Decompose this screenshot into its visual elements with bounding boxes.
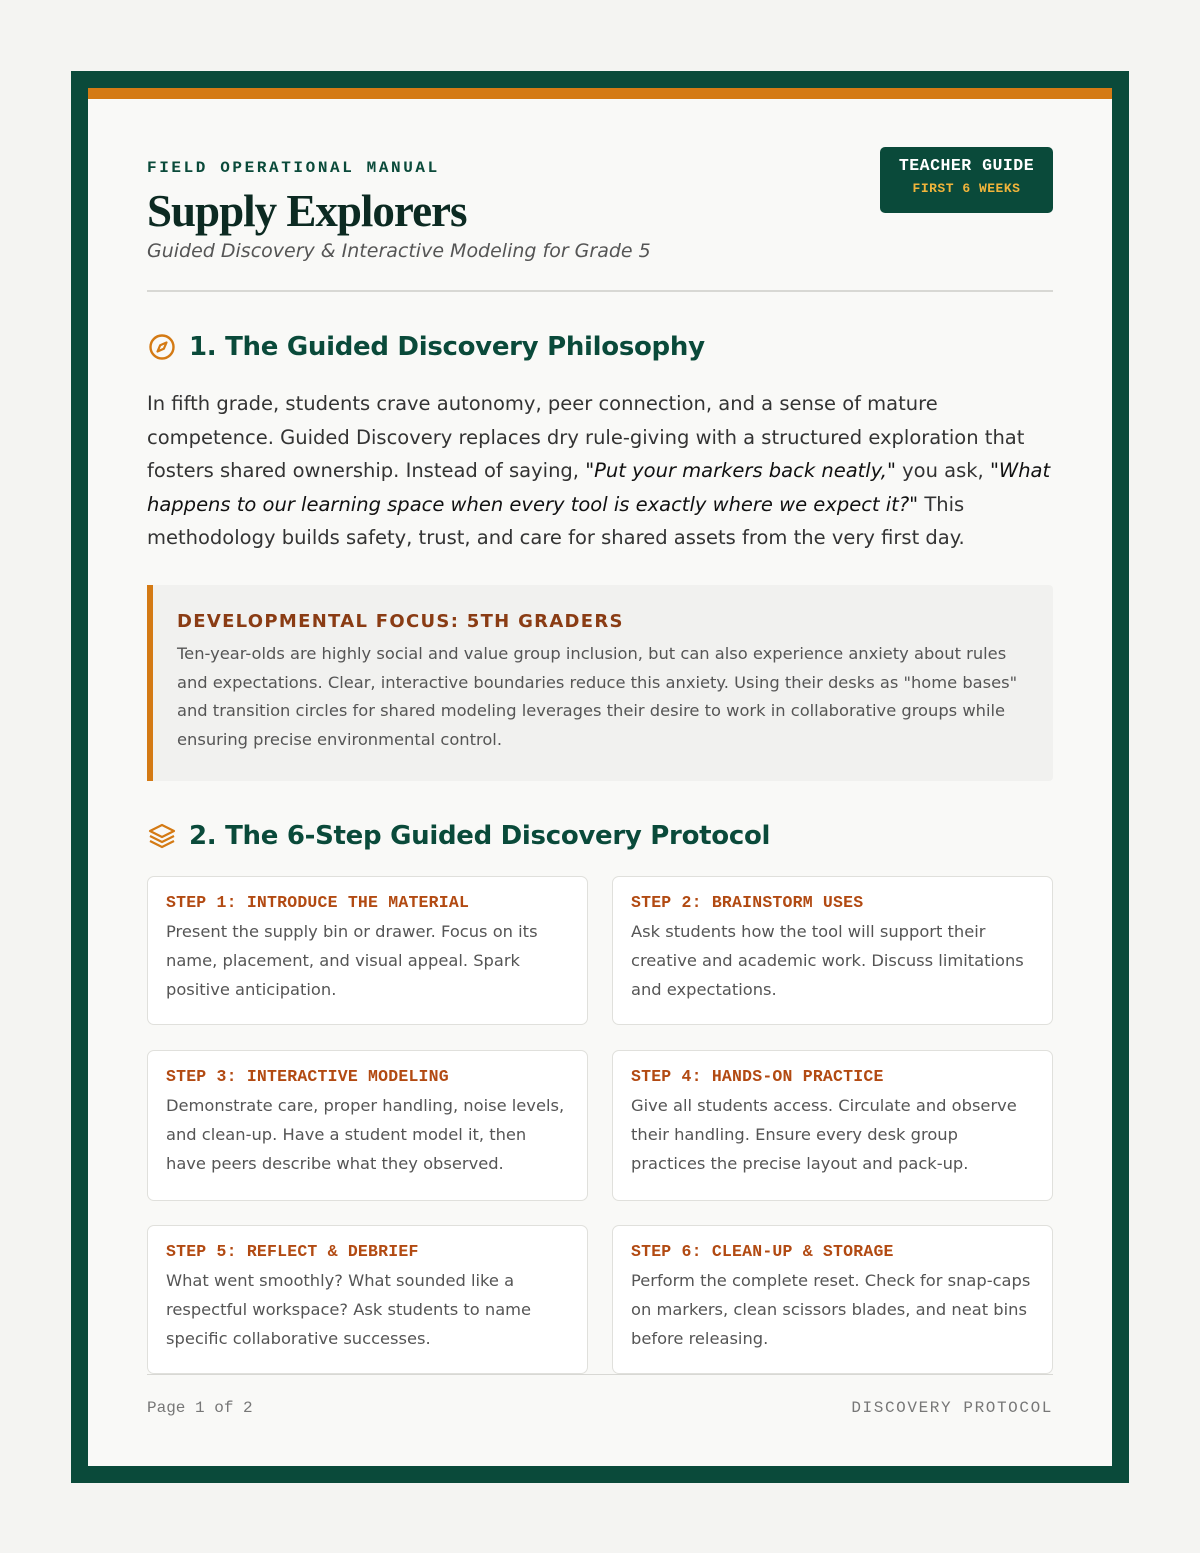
step-title: STEP 2: BRAINSTORM USES (631, 893, 864, 912)
callout-heading: DEVELOPMENTAL FOCUS: 5TH GRADERS (177, 611, 624, 632)
manual-page (88, 88, 1112, 1466)
step-body: What went smoothly? What sounded like a respectful workspace? Ask students to name specific collaborative successes. (166, 1271, 532, 1348)
step-title: STEP 4: HANDS-ON PRACTICE (631, 1067, 884, 1086)
section-2-heading (147, 821, 770, 851)
section-1-heading (147, 332, 705, 362)
page-number: Page 1 of 2 (147, 1399, 253, 1417)
step-card-2 (612, 876, 1053, 1025)
eyebrow-label: FIELD OPERATIONAL MANUAL (147, 159, 440, 177)
footer-divider (147, 1374, 1053, 1375)
page-frame (71, 71, 1129, 1483)
developmental-focus-callout (147, 585, 1053, 781)
paragraph-quote-1: "Put your markers back neatly," (585, 459, 896, 482)
page-title: Supply Explorers (147, 186, 467, 236)
step-body: Ask students how the tool will support their creative and academic work. Discuss limitations and expectations. (631, 922, 1024, 999)
badge-subtitle: FIRST 6 WEEKS (912, 181, 1021, 196)
steps-grid (147, 876, 1053, 1374)
paragraph-text-3: This methodology builds safety, trust, and care for shared assets from the very first day. (147, 492, 965, 549)
step-title: STEP 6: CLEAN-UP & STORAGE (631, 1242, 894, 1261)
step-card-5 (147, 1225, 588, 1374)
step-card-3 (147, 1050, 588, 1201)
section-1-title: 1. The Guided Discovery Philosophy (189, 332, 705, 362)
paragraph-quote-2: "What happens to our learning space when every tool is exactly where we expect it?" (147, 459, 1051, 516)
layers-icon (147, 821, 177, 851)
philosophy-paragraph (147, 387, 1053, 555)
step-body: Perform the complete reset. Check for snap-caps on markers, clean scissors blades, and neat bins before releasing. (631, 1271, 1031, 1348)
step-body: Give all students access. Circulate and observe their handling. Ensure every desk group practices the precise layout and pack-up. (631, 1096, 1017, 1173)
header-divider (147, 290, 1053, 292)
paragraph-text-1: In fifth grade, students crave autonomy, peer connection, and a sense of mature competence. Guided Discovery replaces dry rule-giving with a structured exploration that fosters shared ownership. Instead of saying, (147, 392, 1025, 482)
step-card-1 (147, 876, 588, 1025)
section-2-title: 2. The 6-Step Guided Discovery Protocol (189, 821, 771, 851)
page-subtitle: Guided Discovery & Interactive Modeling for Grade 5 (147, 240, 651, 262)
paragraph-text-2: you ask, (895, 459, 990, 482)
compass-icon (147, 332, 177, 362)
badge-title: TEACHER GUIDE (898, 156, 1035, 175)
step-title: STEP 3: INTERACTIVE MODELING (166, 1067, 449, 1086)
step-body: Present the supply bin or drawer. Focus on its name, placement, and visual appeal. Spark positive anticipation. (166, 922, 538, 999)
step-card-4 (612, 1050, 1053, 1201)
teacher-guide-badge (880, 147, 1053, 213)
step-card-6 (612, 1225, 1053, 1374)
callout-body: Ten-year-olds are highly social and value group inclusion, but can also experience anxiety about rules and expectations. Clear, interactive boundaries reduce this anxiety. Using their desks as "home bases" and transition circles for shared modeling leverages their desire to work in collaborative groups while ensuring precise environmental control. (177, 644, 1018, 749)
footer-label: DISCOVERY PROTOCOL (851, 1399, 1053, 1417)
step-title: STEP 5: REFLECT & DEBRIEF (166, 1242, 419, 1261)
step-title: STEP 1: INTRODUCE THE MATERIAL (166, 893, 470, 912)
step-body: Demonstrate care, proper handling, noise levels, and clean-up. Have a student model it, then have peers describe what they observed. (166, 1096, 565, 1173)
